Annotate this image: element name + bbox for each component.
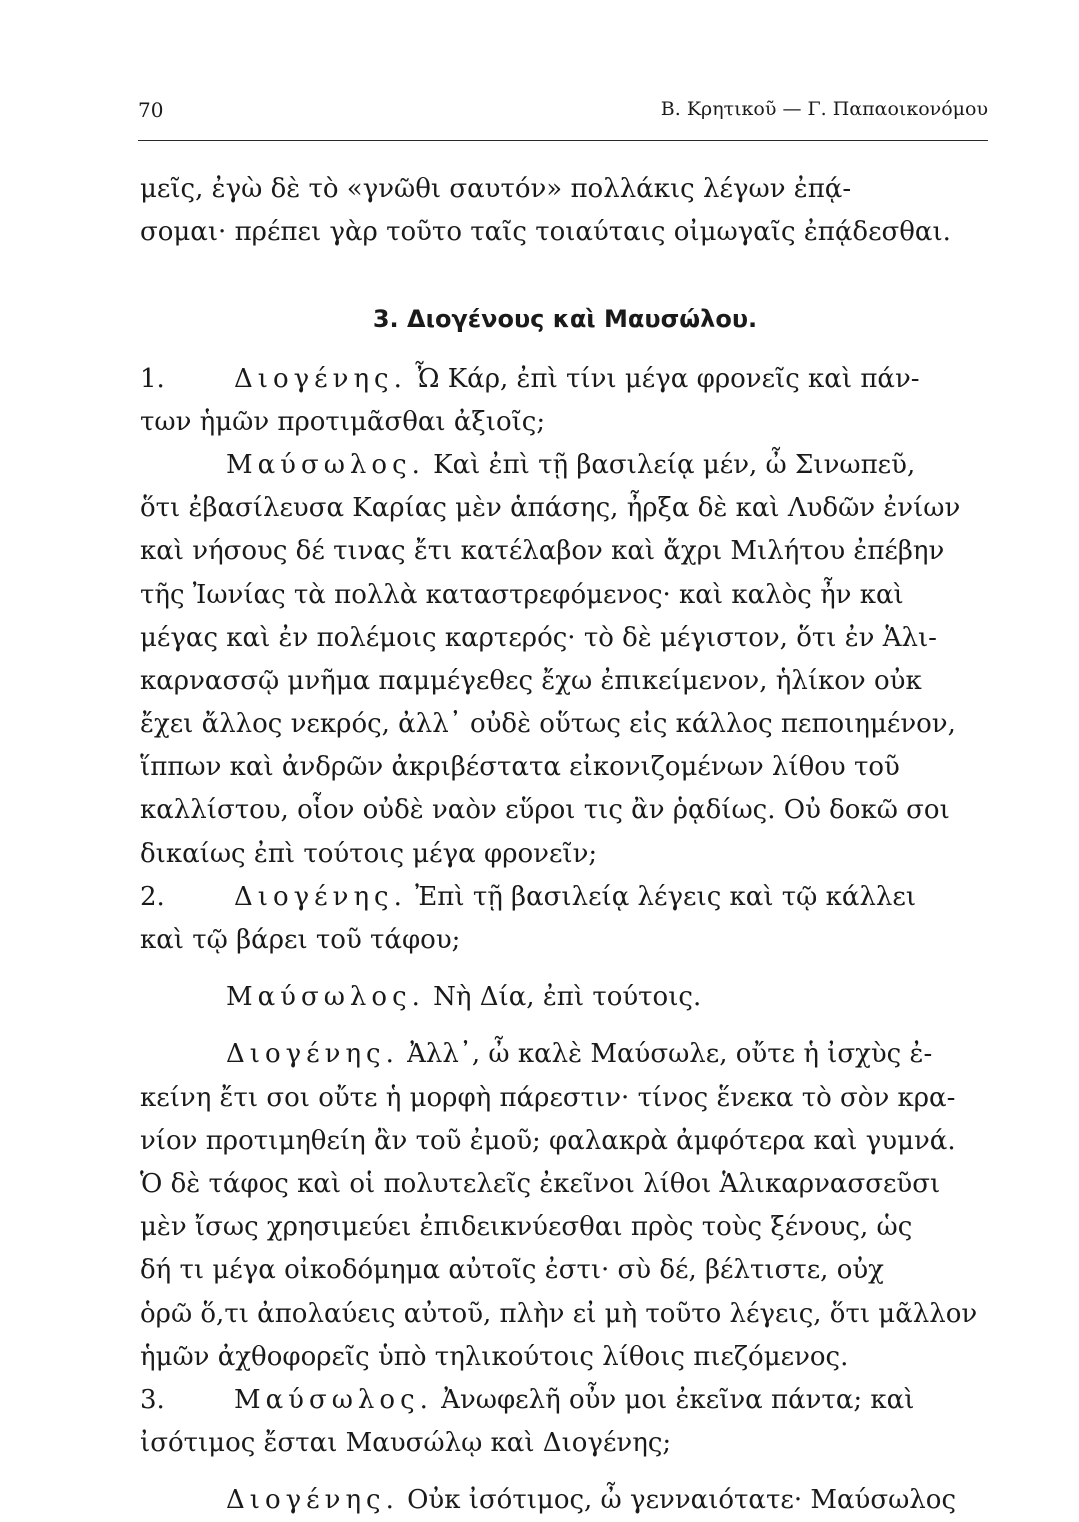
header-rule: [138, 140, 988, 141]
text-line: ὅτι ἐβασίλευσα Καρίας μὲν ἁπάσης, ἦρξα δὲ καὶ Λυδῶν ἐνίων: [140, 493, 961, 524]
text-line: μὲν ἴσως χρησιμεύει ἐπιδεικνύεσθαι πρὸς τοὺς ξένους, ὡς: [140, 1212, 913, 1243]
paragraph-start: [140, 1379, 990, 1422]
text-line: νίον προτιμηθείη ἂν τοῦ ἐμοῦ; φαλακρὰ ἀμφότερα καὶ γυμνά.: [140, 1125, 956, 1156]
text-line: κείνη ἔτι σοι οὔτε ἡ μορφὴ πάρεστιν· τίνος ἕνεκα τὸ σὸν κρα-: [140, 1082, 956, 1113]
paragraph-number: 1.: [140, 363, 165, 394]
speech-start: [140, 1479, 990, 1522]
text-line: ἡμῶν ἀχθοφορεῖς ὑπὸ τηλικούτοις λίθοις πιεζόμενος.: [140, 1341, 849, 1372]
speech-text: Ὦ Κάρ, ἐπὶ τίνι μέγα φρονεῖς καὶ πάν-: [406, 363, 920, 394]
text-line: Ὁ δὲ τάφος καὶ οἱ πολυτελεῖς ἐκεῖνοι λίθοι Ἁλικαρνασσεῦσι: [140, 1168, 941, 1199]
text-line: τῆς Ἰωνίας τὰ πολλὰ καταστρεφόμενος· καὶ καλὸς ἦν καὶ: [140, 579, 904, 610]
text-line: ἰσότιμος ἔσται Μαυσώλῳ καὶ Διογένης;: [140, 1428, 672, 1459]
paragraph-number: 2.: [140, 881, 165, 912]
paragraph-start: [140, 358, 990, 401]
text-line: δικαίως ἐπὶ τούτοις μέγα φρονεῖν;: [140, 838, 598, 869]
speaker-name: Διογένης.: [226, 1485, 399, 1516]
section-heading: 3. Διογένους καὶ Μαυσώλου.: [372, 305, 758, 334]
speaker-name: Διογένης.: [226, 1039, 399, 1070]
speaker-name: Μαύσωλος.: [226, 982, 425, 1013]
page-number: 70: [138, 98, 164, 122]
text-line: ἔχει ἄλλος νεκρός, ἀλλ᾽ οὐδὲ οὕτως εἰς κάλλος πεποιημένον,: [140, 709, 956, 740]
speech-text: Νὴ Δία, ἐπὶ τούτοις.: [424, 982, 702, 1013]
speaker-name: Διογένης.: [234, 363, 407, 394]
paragraph-number: 3.: [140, 1384, 165, 1415]
speaker-name: Μαύσωλος.: [226, 449, 425, 480]
page-body: [140, 168, 990, 1522]
text-line: ἵππων καὶ ἀνδρῶν ἀκριβέστατα εἰκονιζομένων λίθου τοῦ: [140, 752, 900, 783]
speech-text: Ἐπὶ τῇ βασιλείᾳ λέγεις καὶ τῷ κάλλει: [406, 881, 917, 912]
text-line: καὶ τῷ βάρει τοῦ τάφου;: [140, 925, 461, 955]
speech-text: Ἀλλ᾽, ὦ καλὲ Μαύσωλε, οὔτε ἡ ἰσχὺς ἐ-: [398, 1039, 933, 1070]
speech-text: Καὶ ἐπὶ τῇ βασιλείᾳ μέν, ὦ Σινωπεῦ,: [424, 449, 916, 480]
speech-start: [140, 1033, 990, 1076]
text-line: δή τι μέγα οἰκοδόμημα αὐτοῖς ἐστι· σὺ δέ, βέλτιστε, οὐχ: [140, 1255, 884, 1286]
paragraph-start: [140, 876, 990, 919]
speech-text: Ἀνωφελῆ οὖν μοι ἐκεῖνα πάντα; καὶ: [432, 1384, 915, 1415]
text-line: ὁρῶ ὅ,τι ἀπολαύεις αὐτοῦ, πλὴν εἰ μὴ τοῦτο λέγεις, ὅτι μᾶλλον: [140, 1298, 978, 1329]
speaker-name: Μαύσωλος.: [234, 1384, 433, 1415]
speech-text: Οὐκ ἰσότιμος, ὦ γενναιότατε· Μαύσωλος: [398, 1485, 957, 1516]
text-line: μεῖς, ἐγὼ δὲ τὸ «γνῶθι σαυτόν» πολλάκις λέγων ἐπᾴ-: [140, 174, 852, 204]
speech-start: [140, 976, 990, 1019]
text-line: των ἡμῶν προτιμᾶσθαι ἀξιοῖς;: [140, 406, 546, 437]
text-line: καὶ νήσους δέ τινας ἔτι κατέλαβον καὶ ἄχρι Μιλήτου ἐπέβην: [140, 536, 945, 567]
speaker-name: Διογένης.: [234, 881, 407, 912]
running-head: Β. Κρητικοῦ — Γ. Παπαοικονόμου: [660, 98, 988, 120]
text-line: μέγας καὶ ἐν πολέμοις καρτερός· τὸ δὲ μέγιστον, ὅτι ἐν Ἁλι-: [140, 622, 937, 653]
text-line: σομαι· πρέπει γὰρ τοῦτο ταῖς τοιαύταις οἰμωγαῖς ἐπᾴδεσθαι.: [140, 217, 951, 248]
page-header: [138, 98, 988, 128]
text-line: καλλίστου, οἷον οὐδὲ ναὸν εὕροι τις ἂν ῥᾳδίως. Οὐ δοκῶ σοι: [140, 795, 950, 826]
speech-start: [140, 444, 990, 487]
text-line: καρνασσῷ μνῆμα παμμέγεθες ἔχω ἐπικείμενον, ἡλίκον οὐκ: [140, 665, 922, 696]
